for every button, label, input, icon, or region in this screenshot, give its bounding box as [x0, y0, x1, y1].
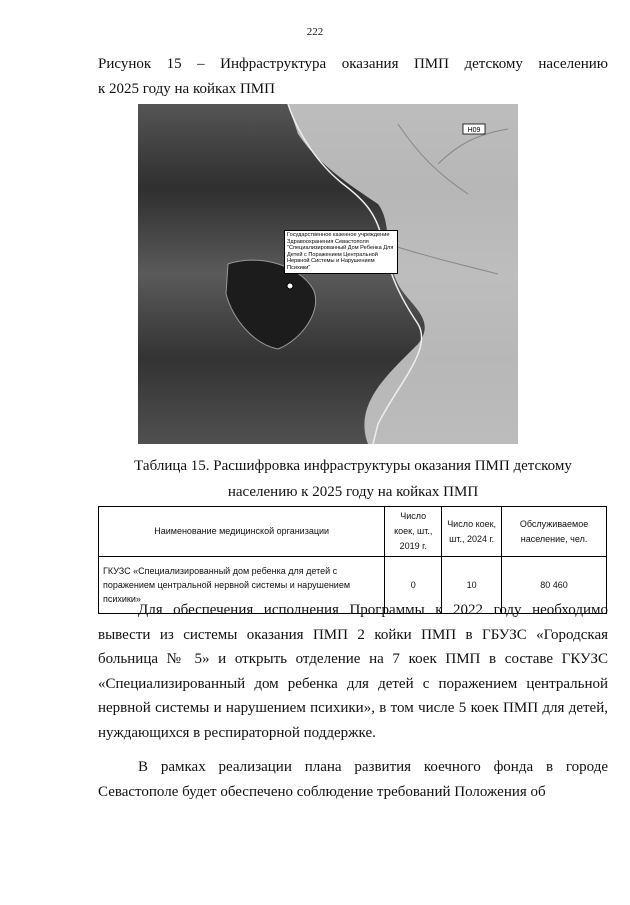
table-header-row	[99, 507, 607, 557]
table-title-line-2: населению к 2025 году на койках ПМП	[227, 484, 479, 500]
header-population: Обслуживаемое население, чел.	[502, 507, 607, 557]
map-label: Государственное казенное учреждение Здравоохранения Севастополя "Специализированный Дом Ребенка Для Детей с Поражением Центральной Нервной Системы и Нарушением Психики"	[284, 230, 398, 274]
header-beds-2019: Число коек, шт., 2019 г.	[385, 507, 442, 557]
paragraph-2: В рамках реализации плана развития коечного фонда в городе Севастополе будет обеспечено соблюдение требований Положения об	[98, 759, 608, 800]
map-graphic	[138, 104, 518, 444]
road-badge: Н09	[467, 127, 481, 134]
figure-caption	[98, 52, 608, 102]
figure-caption-line-2: к 2025 году на койках ПМП	[98, 81, 275, 97]
table-title-line-1: Таблица 15. Расшифровка инфраструктуры оказания ПМП детскому	[134, 458, 572, 474]
cell-beds-2019: 0	[385, 557, 442, 614]
header-organization: Наименование медицинской организации	[99, 507, 385, 557]
cell-organization: ГКУЗС «Специализированный дом ребенка для детей с поражением центральной нервной системы и нарушением психики»	[99, 557, 385, 614]
paragraph-1: Для обеспечения исполнения Программы к 2022 году необходимо вывести из системы оказания ПМП 2 койки ПМП в ГБУЗС «Городская больница № 5» и открыть отделение на 7 коек ПМП в составе ГКУЗС «Специализированный дом ребенка для детей с поражением центральной нервной системы и нарушением психики», в том числе 5 коек ПМП для детей, нуждающихся в респираторной поддержке.	[98, 602, 608, 741]
facility-marker-icon	[287, 283, 293, 289]
cell-beds-2024: 10	[442, 557, 502, 614]
figure-caption-line-1: Рисунок 15 – Инфраструктура оказания ПМП детскому населению	[98, 56, 608, 72]
infrastructure-map	[138, 104, 518, 444]
header-beds-2024: Число коек, шт., 2024 г.	[442, 507, 502, 557]
cell-population: 80 460	[502, 557, 607, 614]
page-number: 222	[306, 26, 324, 38]
table-title	[98, 453, 608, 505]
